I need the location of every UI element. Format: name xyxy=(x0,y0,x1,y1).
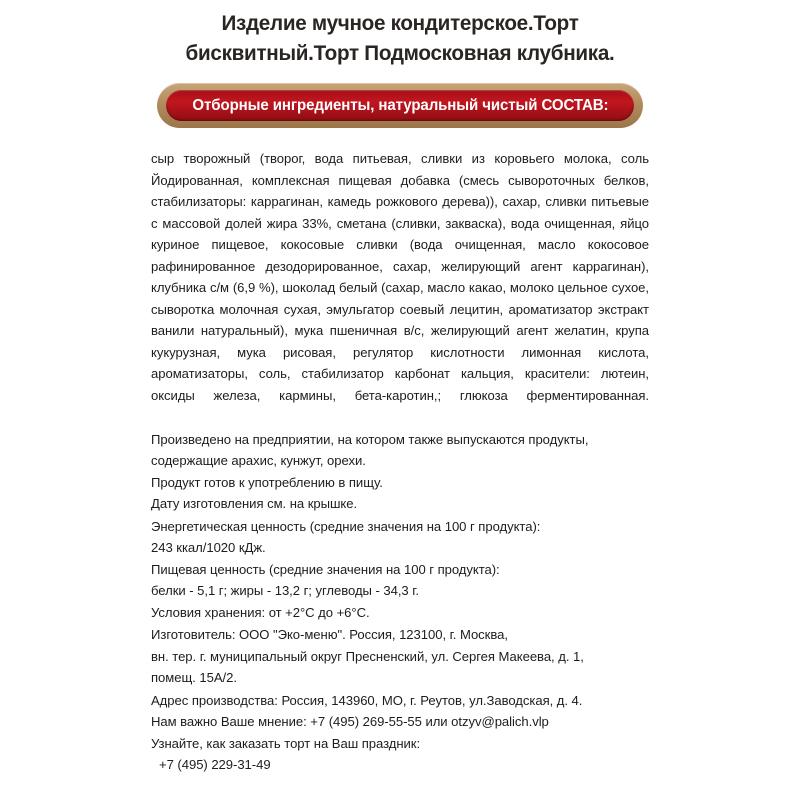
ingredients-banner xyxy=(157,83,643,128)
manufacturer-line-1: Изготовитель: ООО "Эко-меню". Россия, 123100, г. Москва, xyxy=(151,627,508,642)
order-prompt-text: Узнайте, как заказать торт на Ваш праздник: xyxy=(151,735,421,751)
allergen-notice-line-2: содержащие арахис, кунжут, орехи. xyxy=(151,453,366,468)
title-line-1: Изделие мучное кондитерское.Торт xyxy=(221,11,579,35)
manufacturer-line-2: вн. тер. г. муниципальный округ Пресненский, ул. Сергея Макеева, д. 1, xyxy=(151,648,584,664)
ready-to-eat-text: Продукт готов к употреблению в пищу. xyxy=(151,474,383,490)
ingredients-banner-pill xyxy=(166,90,634,121)
manufacturer-line-3: помещ. 15А/2. xyxy=(151,670,237,685)
title-line-2: бисквитный.Торт Подмосковная клубника. xyxy=(185,41,615,65)
ingredients-text: сыр творожный (творог, вода питьевая, сливки из коровьего молока, соль Йодированная, комплексная пищевая добавка (смесь сывороточных белков, стабилизаторы: каррагинан, камедь рожкового дерева)), сахар, сливки питьевые с массовой долей жира 33%, сметана (сливки, закваска), вода очищенная, яйцо куриное пищевое, кокосовые сливки (вода очищенная, масло кокосовое рафинированное дезодорированное, сахар, желирующий агент каррагинан), клубника с/м (6,9 %), шоколад белый (сахар, масло какао, молоко цельное сухое, сыворотка молочная сухая, эмульгатор соевый лецитин, ароматизатор экстракт ванили натуральный), мука пшеничная в/с, желирующий агент желатин, крупа кукурузная, мука рисовая, регулятор кислотности лимонная кислота, ароматизаторы, соль, стабилизатор карбонат кальция, красители: лютеин, оксиды железа, кармины, бета-каротин,; глюкоза ферментированная. xyxy=(151,151,649,403)
production-address-text: Адрес производства: Россия, 143960, МО, г. Реутов, ул.Заводская, д. 4. xyxy=(151,692,583,708)
production-date-text: Дату изготовления см. на крышке. xyxy=(151,496,358,511)
energy-value-amount: 243 ккал/1020 кДж. xyxy=(151,540,266,555)
ingredients-banner-label: Отборные ингредиенты, натуральный чистый СОСТАВ: xyxy=(191,96,609,114)
allergen-notice-line-1: Произведено на предприятии, на котором также выпускаются продукты, xyxy=(151,431,589,447)
nutrition-value-amount: белки - 5,1 г; жиры - 13,2 г; углеводы - 34,3 г. xyxy=(151,583,419,598)
nutrition-value-label: Пищевая ценность (средние значения на 100 г продукта): xyxy=(151,561,500,577)
page-title xyxy=(150,8,650,68)
energy-value-label: Энергетическая ценность (средние значения на 100 г продукта): xyxy=(151,518,541,534)
order-phone-text: +7 (495) 229-31-49 xyxy=(159,757,271,772)
label-body xyxy=(151,148,649,776)
feedback-contact-text: Нам важно Ваше мнение: +7 (495) 269-55-55 или otzyv@palich.vlp xyxy=(151,714,549,729)
storage-conditions-text: Условия хранения: от +2°С до +6°С. xyxy=(151,604,370,620)
